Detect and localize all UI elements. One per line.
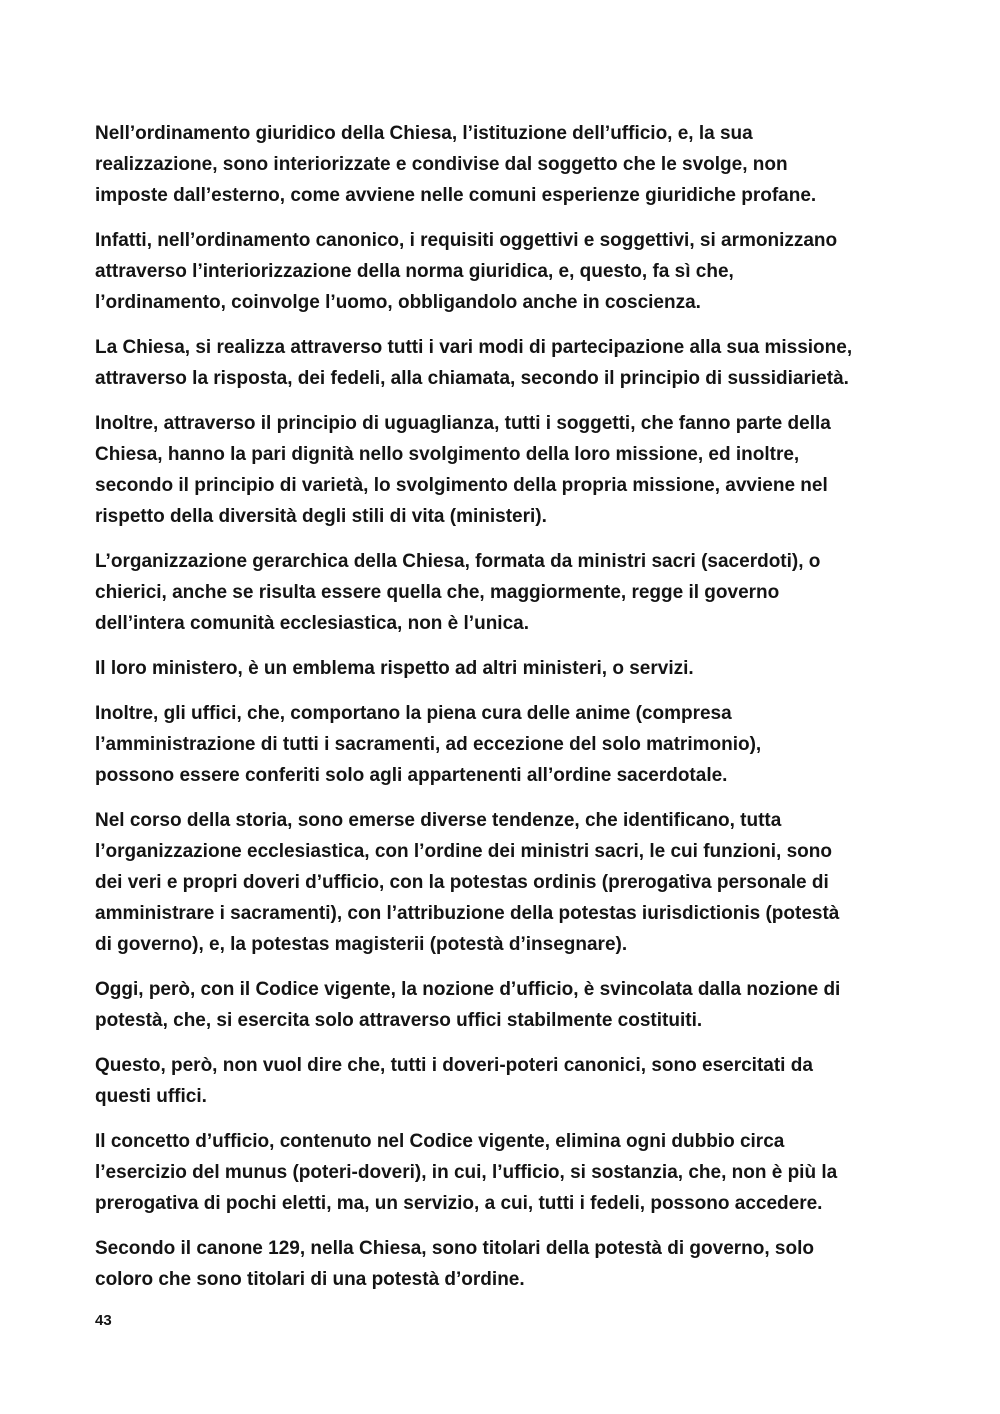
paragraph-5: L’organizzazione gerarchica della Chiesa, formata da ministri sacri (sacerdoti), o chierici, anche se risulta essere quella che, maggiormente, regge il governo dell’intera comunità ecclesiastica, non è l’unica. <box>95 551 821 634</box>
paragraph-1: Nell’ordinamento giuridico della Chiesa, l’istituzione dell’ufficio, e, la sua realizzazione, sono interiorizzate e condivise dal soggetto che le svolge, non imposte dall’esterno, come avviene nelle comuni esperienze giuridiche profane. <box>95 123 817 206</box>
paragraph-9: Oggi, però, con il Codice vigente, la nozione d’ufficio, è svincolata dalla nozione di potestà, che, si esercita solo attraverso uffici stabilmente costituiti. <box>95 979 841 1031</box>
paragraph-2: Infatti, nell’ordinamento canonico, i requisiti oggettivi e soggettivi, si armonizzano attraverso l’interiorizzazione della norma giuridica, e, questo, fa sì che, l’ordinamento, coinvolge l’uomo, obbligandolo anche in coscienza. <box>95 230 838 313</box>
page-number: 43 <box>95 1312 112 1329</box>
paragraph-8: Nel corso della storia, sono emerse diverse tendenze, che identificano, tutta l’organizzazione ecclesiastica, con l’ordine dei ministri sacri, le cui funzioni, sono dei veri e propri doveri d’ufficio, con la potestas ordinis (prerogativa personale di amministrare i sacramenti), con l’attribuzione della potestas iurisdictionis (potestà di governo), e, la potestas magisterii (potestà d’insegnare). <box>95 810 840 955</box>
paragraph-3: La Chiesa, si realizza attraverso tutti i vari modi di partecipazione alla sua missione, attraverso la risposta, dei fedeli, alla chiamata, secondo il principio di sussidiarietà. <box>95 337 853 389</box>
paragraph-12: Secondo il canone 129, nella Chiesa, sono titolari della potestà di governo, solo coloro che sono titolari di una potestà d’ordine. <box>95 1238 814 1290</box>
paragraph-11: Il concetto d’ufficio, contenuto nel Codice vigente, elimina ogni dubbio circa l’esercizio del munus (poteri-doveri), in cui, l’ufficio, si sostanzia, che, non è più la prerogativa di pochi eletti, ma, un servizio, a cui, tutti i fedeli, possono accedere. <box>95 1131 838 1214</box>
paragraph-6: Il loro ministero, è un emblema rispetto ad altri ministeri, o servizi. <box>95 658 694 679</box>
document-body <box>95 118 915 1309</box>
paragraph-4: Inoltre, attraverso il principio di uguaglianza, tutti i soggetti, che fanno parte della Chiesa, hanno la pari dignità nello svolgimento della loro missione, ed inoltre, secondo il principio di varietà, lo svolgimento della propria missione, avviene nel rispetto della diversità degli stili di vita (ministeri). <box>95 413 831 527</box>
paragraph-7: Inoltre, gli uffici, che, comportano la piena cura delle anime (compresa l’amministrazione di tutti i sacramenti, ad eccezione del solo matrimonio), possono essere conferiti solo agli appartenenti all’ordine sacerdotale. <box>95 703 762 786</box>
paragraph-10: Questo, però, non vuol dire che, tutti i doveri-poteri canonici, sono esercitati da questi uffici. <box>95 1055 813 1107</box>
